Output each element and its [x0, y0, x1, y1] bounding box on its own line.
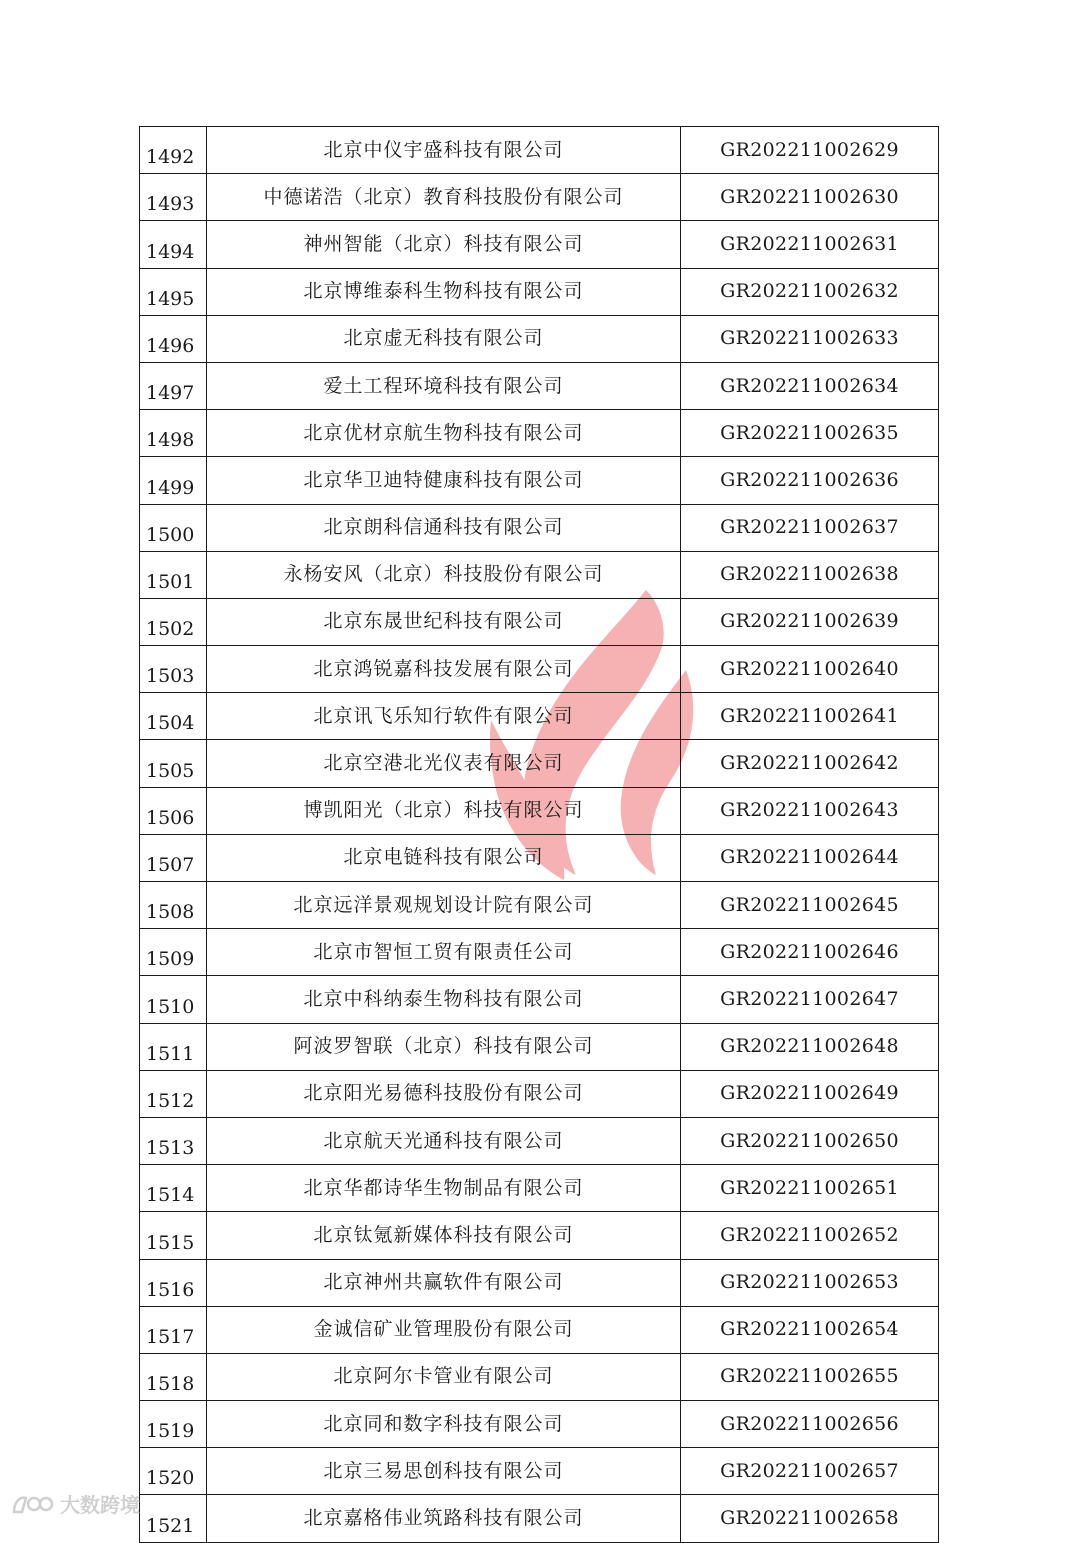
certificate-code: GR202211002633: [681, 315, 939, 362]
table-row: [140, 646, 939, 693]
company-name: 神州智能（北京）科技有限公司: [207, 221, 681, 268]
table-row: [140, 315, 939, 362]
company-name: 北京虚无科技有限公司: [207, 315, 681, 362]
row-number: 1494: [140, 221, 207, 268]
company-name: 北京电链科技有限公司: [207, 834, 681, 881]
row-number: 1519: [140, 1401, 207, 1448]
table-row: [140, 1353, 939, 1400]
company-name: 北京嘉格伟业筑路科技有限公司: [207, 1495, 681, 1542]
row-number: 1518: [140, 1353, 207, 1400]
certificate-code: GR202211002650: [681, 1117, 939, 1164]
certificate-code: GR202211002655: [681, 1353, 939, 1400]
table-row: [140, 1259, 939, 1306]
table-row: [140, 882, 939, 929]
table-row: [140, 410, 939, 457]
certificate-code: GR202211002638: [681, 551, 939, 598]
table-row: [140, 268, 939, 315]
row-number: 1515: [140, 1212, 207, 1259]
table-row: [140, 504, 939, 551]
footer-brand-text: 大数跨境: [60, 1493, 140, 1517]
row-number: 1499: [140, 457, 207, 504]
table-row: [140, 457, 939, 504]
certificate-code: GR202211002631: [681, 221, 939, 268]
company-name: 北京中仪宇盛科技有限公司: [207, 127, 681, 174]
certificate-code: GR202211002644: [681, 834, 939, 881]
certificate-code: GR202211002645: [681, 882, 939, 929]
certificate-code: GR202211002646: [681, 929, 939, 976]
row-number: 1506: [140, 787, 207, 834]
company-name: 北京朗科信通科技有限公司: [207, 504, 681, 551]
row-number: 1514: [140, 1165, 207, 1212]
company-name: 北京三易思创科技有限公司: [207, 1448, 681, 1495]
table-row: [140, 551, 939, 598]
company-name: 北京钛氪新媒体科技有限公司: [207, 1212, 681, 1259]
certificate-code: GR202211002643: [681, 787, 939, 834]
certificate-table: [139, 126, 939, 1543]
table-row: [140, 362, 939, 409]
certificate-code: GR202211002634: [681, 362, 939, 409]
row-number: 1501: [140, 551, 207, 598]
footer-brand: [10, 1489, 140, 1518]
company-name: 北京优材京航生物科技有限公司: [207, 410, 681, 457]
row-number: 1493: [140, 174, 207, 221]
company-name: 北京航天光通科技有限公司: [207, 1117, 681, 1164]
company-name: 北京东晟世纪科技有限公司: [207, 598, 681, 645]
row-number: 1521: [140, 1495, 207, 1542]
table-row: [140, 929, 939, 976]
company-name: 北京远洋景观规划设计院有限公司: [207, 882, 681, 929]
table-row: [140, 174, 939, 221]
certificate-code: GR202211002629: [681, 127, 939, 174]
table-row: [140, 787, 939, 834]
certificate-code: GR202211002651: [681, 1165, 939, 1212]
row-number: 1504: [140, 693, 207, 740]
certificate-code: GR202211002642: [681, 740, 939, 787]
company-name: 北京阳光易德科技股份有限公司: [207, 1070, 681, 1117]
company-name: 北京博维泰科生物科技有限公司: [207, 268, 681, 315]
row-number: 1516: [140, 1259, 207, 1306]
row-number: 1505: [140, 740, 207, 787]
certificate-code: GR202211002649: [681, 1070, 939, 1117]
table-row: [140, 221, 939, 268]
table-row: [140, 1023, 939, 1070]
company-name: 中德诺浩（北京）教育科技股份有限公司: [207, 174, 681, 221]
table-row: [140, 834, 939, 881]
certificate-code: GR202211002656: [681, 1401, 939, 1448]
table-row: [140, 976, 939, 1023]
company-name: 北京中科纳泰生物科技有限公司: [207, 976, 681, 1023]
certificate-code: GR202211002657: [681, 1448, 939, 1495]
table-row: [140, 1306, 939, 1353]
table-row: [140, 1401, 939, 1448]
certificate-code: GR202211002658: [681, 1495, 939, 1542]
row-number: 1502: [140, 598, 207, 645]
row-number: 1500: [140, 504, 207, 551]
table-row: [140, 1117, 939, 1164]
certificate-code: GR202211002636: [681, 457, 939, 504]
company-name: 博凯阳光（北京）科技有限公司: [207, 787, 681, 834]
certificate-code: GR202211002653: [681, 1259, 939, 1306]
company-name: 爱土工程环境科技有限公司: [207, 362, 681, 409]
row-number: 1497: [140, 362, 207, 409]
row-number: 1492: [140, 127, 207, 174]
company-name: 北京神州共赢软件有限公司: [207, 1259, 681, 1306]
row-number: 1509: [140, 929, 207, 976]
company-name: 北京市智恒工贸有限责任公司: [207, 929, 681, 976]
company-name: 北京讯飞乐知行软件有限公司: [207, 693, 681, 740]
table-row: [140, 1495, 939, 1542]
company-name: 北京阿尔卡管业有限公司: [207, 1353, 681, 1400]
table-row: [140, 693, 939, 740]
table-row: [140, 1212, 939, 1259]
certificate-code: GR202211002647: [681, 976, 939, 1023]
company-name: 北京空港北光仪表有限公司: [207, 740, 681, 787]
certificate-code: GR202211002637: [681, 504, 939, 551]
row-number: 1508: [140, 882, 207, 929]
row-number: 1512: [140, 1070, 207, 1117]
row-number: 1517: [140, 1306, 207, 1353]
row-number: 1511: [140, 1023, 207, 1070]
company-name: 阿波罗智联（北京）科技有限公司: [207, 1023, 681, 1070]
certificate-code: GR202211002652: [681, 1212, 939, 1259]
certificate-code: GR202211002648: [681, 1023, 939, 1070]
row-number: 1498: [140, 410, 207, 457]
certificate-code: GR202211002640: [681, 646, 939, 693]
row-number: 1507: [140, 834, 207, 881]
table-row: [140, 598, 939, 645]
row-number: 1510: [140, 976, 207, 1023]
table-row: [140, 127, 939, 174]
table-row: [140, 1070, 939, 1117]
company-name: 北京华卫迪特健康科技有限公司: [207, 457, 681, 504]
row-number: 1503: [140, 646, 207, 693]
row-number: 1496: [140, 315, 207, 362]
table-row: [140, 1165, 939, 1212]
certificate-code: GR202211002630: [681, 174, 939, 221]
company-name: 北京华都诗华生物制品有限公司: [207, 1165, 681, 1212]
table-body: [140, 127, 939, 1543]
table-row: [140, 740, 939, 787]
row-number: 1520: [140, 1448, 207, 1495]
certificate-code: GR202211002641: [681, 693, 939, 740]
company-name: 永杨安风（北京）科技股份有限公司: [207, 551, 681, 598]
row-number: 1495: [140, 268, 207, 315]
company-name: 北京同和数字科技有限公司: [207, 1401, 681, 1448]
certificate-code: GR202211002654: [681, 1306, 939, 1353]
company-name: 北京鸿锐嘉科技发展有限公司: [207, 646, 681, 693]
certificate-code: GR202211002639: [681, 598, 939, 645]
certificate-code: GR202211002632: [681, 268, 939, 315]
company-name: 金诚信矿业管理股份有限公司: [207, 1306, 681, 1353]
brand-logo-icon: [10, 1492, 54, 1516]
certificate-code: GR202211002635: [681, 410, 939, 457]
row-number: 1513: [140, 1117, 207, 1164]
table-row: [140, 1448, 939, 1495]
